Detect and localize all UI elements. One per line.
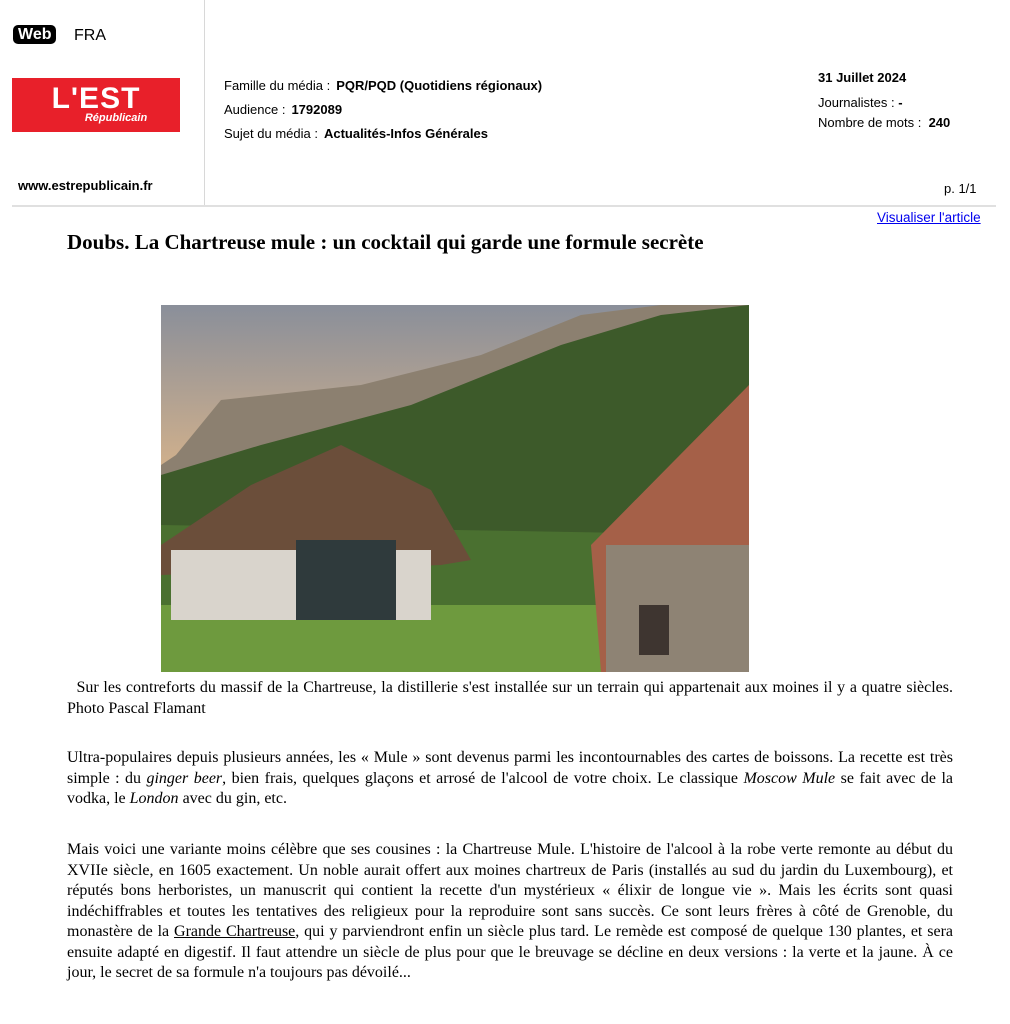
divider [204, 0, 205, 205]
photo-caption: Sur les contreforts du massif de la Chartreuse, la distillerie s'est installée sur un terrain qui appartenait aux moines il y a quatre siècles. Photo Pascal Flamant [67, 679, 954, 717]
media-logo: L'EST Républicain [12, 78, 180, 132]
divider [12, 205, 996, 207]
meta-audience: Audience : 1792089 [224, 102, 343, 117]
meta-family: Famille du média : PQR/PQD (Quotidiens régionaux) [224, 78, 543, 93]
paragraph-2: Mais voici une variante moins célèbre que ses cousines : la Chartreuse Mule. L'histoire de l'alcool à la robe verte remonte au début du XVIIe siècle, en 1605 exactement. Un noble aurait offert aux moines chartreux de Paris (installés au sud du jardin du Luxembourg), et réputés bons herboristes, un manuscrit qui contient la recette d'un mystérieux « élixir de longue vie ». Mais les écrits sont quasi indéchiffrables et toutes les tentatives des religieux pour la reproduire sont sans succès. Ce sont leurs frères à côté de Grenoble, du monastère de la Grande Chartreuse, qui y parviendront enfin un siècle plus tard. Le remède est composé de quelque 130 plantes, et sera ensuite adapté en digestif. Il faut attendre un siècle de plus pour que le breuvage se décline en deux versions : la verte et la jaune. À ce jour, le secret de sa formule n'a toujours pas dévoilé... [67, 841, 953, 981]
word-count: Nombre de mots : 240 [818, 115, 951, 130]
journalists: Journalistes : - [818, 95, 903, 110]
web-badge: Web [13, 25, 56, 44]
paragraph-1: Ultra-populaires depuis plusieurs années, les « Mule » sont devenus parmi les incontournables des cartes de boissons. La recette est très simple : du ginger beer, bien frais, quelques glaçons et arrosé de l'alcool de votre choix. Le classique Moscow Mule se fait avec de la vodka, le London avec du gin, etc. [67, 749, 954, 807]
grande-chartreuse-link[interactable]: Grande Chartreuse [174, 923, 296, 940]
meta-subject: Sujet du média : Actualités-Infos Générales [224, 126, 488, 141]
date: 31 Juillet 2024 [818, 70, 907, 85]
article-title: Doubs. La Chartreuse mule : un cocktail qui garde une formule secrète [67, 230, 704, 254]
view-article-link[interactable]: Visualiser l'article [877, 210, 981, 225]
article-photo [161, 305, 749, 672]
language: FRA [74, 27, 106, 44]
website: www.estrepublicain.fr [18, 178, 153, 193]
page-number: p. 1/1 [944, 181, 977, 196]
